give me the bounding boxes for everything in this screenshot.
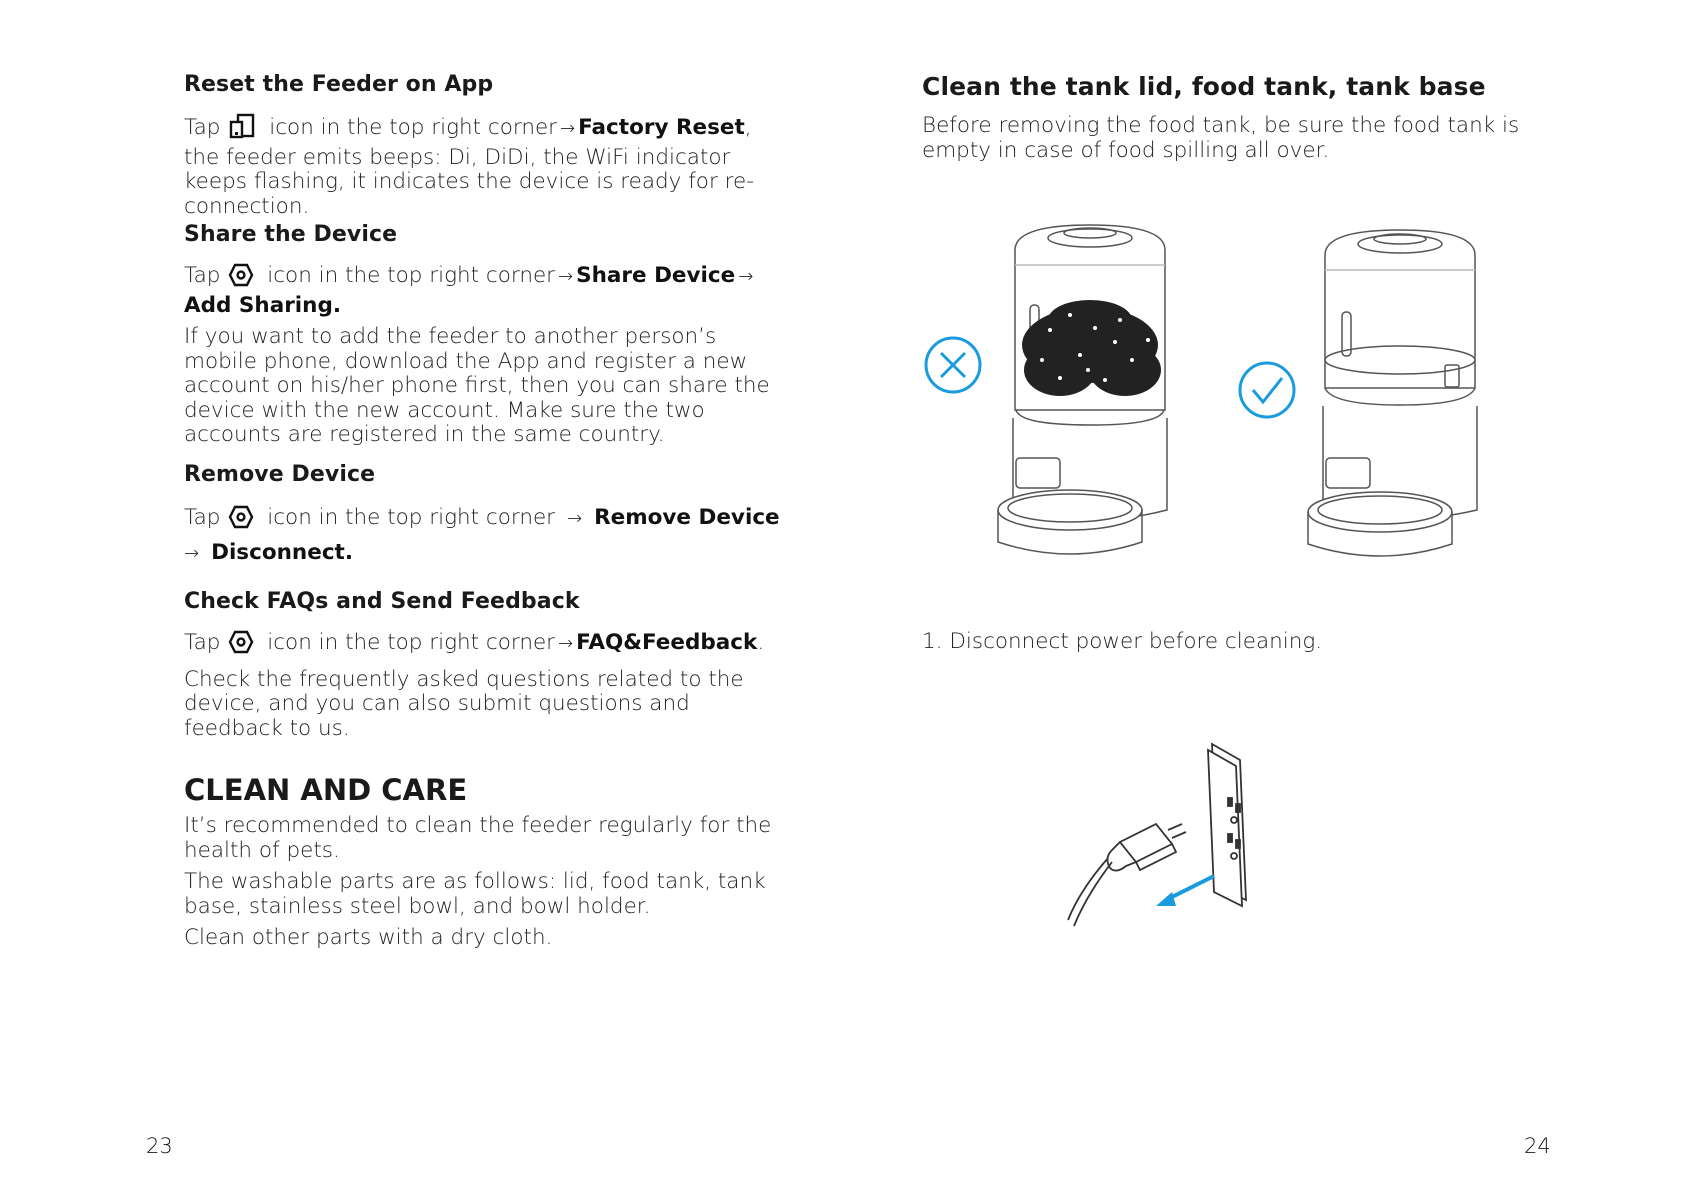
clean-tank-intro: Before removing the food tank, be sure the food tank is empty in case of food spilling all over. xyxy=(922,113,1520,163)
section-reset xyxy=(184,72,784,219)
section-clean-tank xyxy=(922,72,1542,163)
section-remove xyxy=(184,462,784,569)
settings-hex-icon xyxy=(228,630,254,661)
page-number-left: 23 xyxy=(146,1134,173,1158)
check-circle-icon xyxy=(1240,363,1294,417)
clean-care-heading: CLEAN AND CARE xyxy=(184,773,468,807)
clean-care-p2: The washable parts are as follows: lid, food tank, tank base, stainless steel bowl, and bowl holder. xyxy=(184,869,766,919)
remove-instruction: Tap icon in the top right corner → Remove Device → Disconnect. xyxy=(184,505,780,565)
step-1-text: 1. Disconnect power before cleaning. xyxy=(922,629,1323,654)
settings-hex-icon xyxy=(228,263,254,294)
share-heading: Share the Device xyxy=(184,222,398,247)
page-number-right: 24 xyxy=(1524,1134,1551,1158)
faq-heading: Check FAQs and Send Feedback xyxy=(184,589,580,614)
clean-care-p1: It’s recommended to clean the feeder regularly for the health of pets. xyxy=(184,813,772,863)
faq-body: Check the frequently asked questions related to the device, and you can also submit questions and feedback to us. xyxy=(184,666,744,741)
share-instruction: Tap icon in the top right corner → Share Device →Add Sharing. xyxy=(184,263,754,318)
reset-text: Tap icon in the top right corner → Factory Reset, the feeder emits beeps: Di, DiDi, the WiFi indicator keeps flashing, it indicates the device is ready for re-connection. xyxy=(184,115,754,219)
section-clean-care xyxy=(184,772,784,951)
reset-device-icon xyxy=(228,113,256,146)
settings-hex-icon xyxy=(228,505,254,538)
faq-instruction: Tap icon in the top right corner → FAQ&Feedback. xyxy=(184,630,784,661)
clean-care-p3: Clean other parts with a dry cloth. xyxy=(184,925,553,950)
step-1 xyxy=(922,630,1542,655)
arrow-out-icon xyxy=(1156,876,1214,906)
section-share xyxy=(184,222,784,448)
share-body: If you want to add the feeder to another person’s mobile phone, download the App and register a new account on his/her phone first, then you can share the device with the new account. Make sure the two accounts are registered in the same country. xyxy=(184,324,770,447)
unplug-illustration xyxy=(1060,740,1300,940)
clean-tank-heading: Clean the tank lid, food tank, tank base xyxy=(922,72,1486,101)
x-circle-icon xyxy=(926,338,980,392)
reset-heading: Reset the Feeder on App xyxy=(184,72,494,97)
section-faq xyxy=(184,589,784,741)
feeder-illustration xyxy=(920,220,1480,560)
remove-heading: Remove Device xyxy=(184,462,376,487)
